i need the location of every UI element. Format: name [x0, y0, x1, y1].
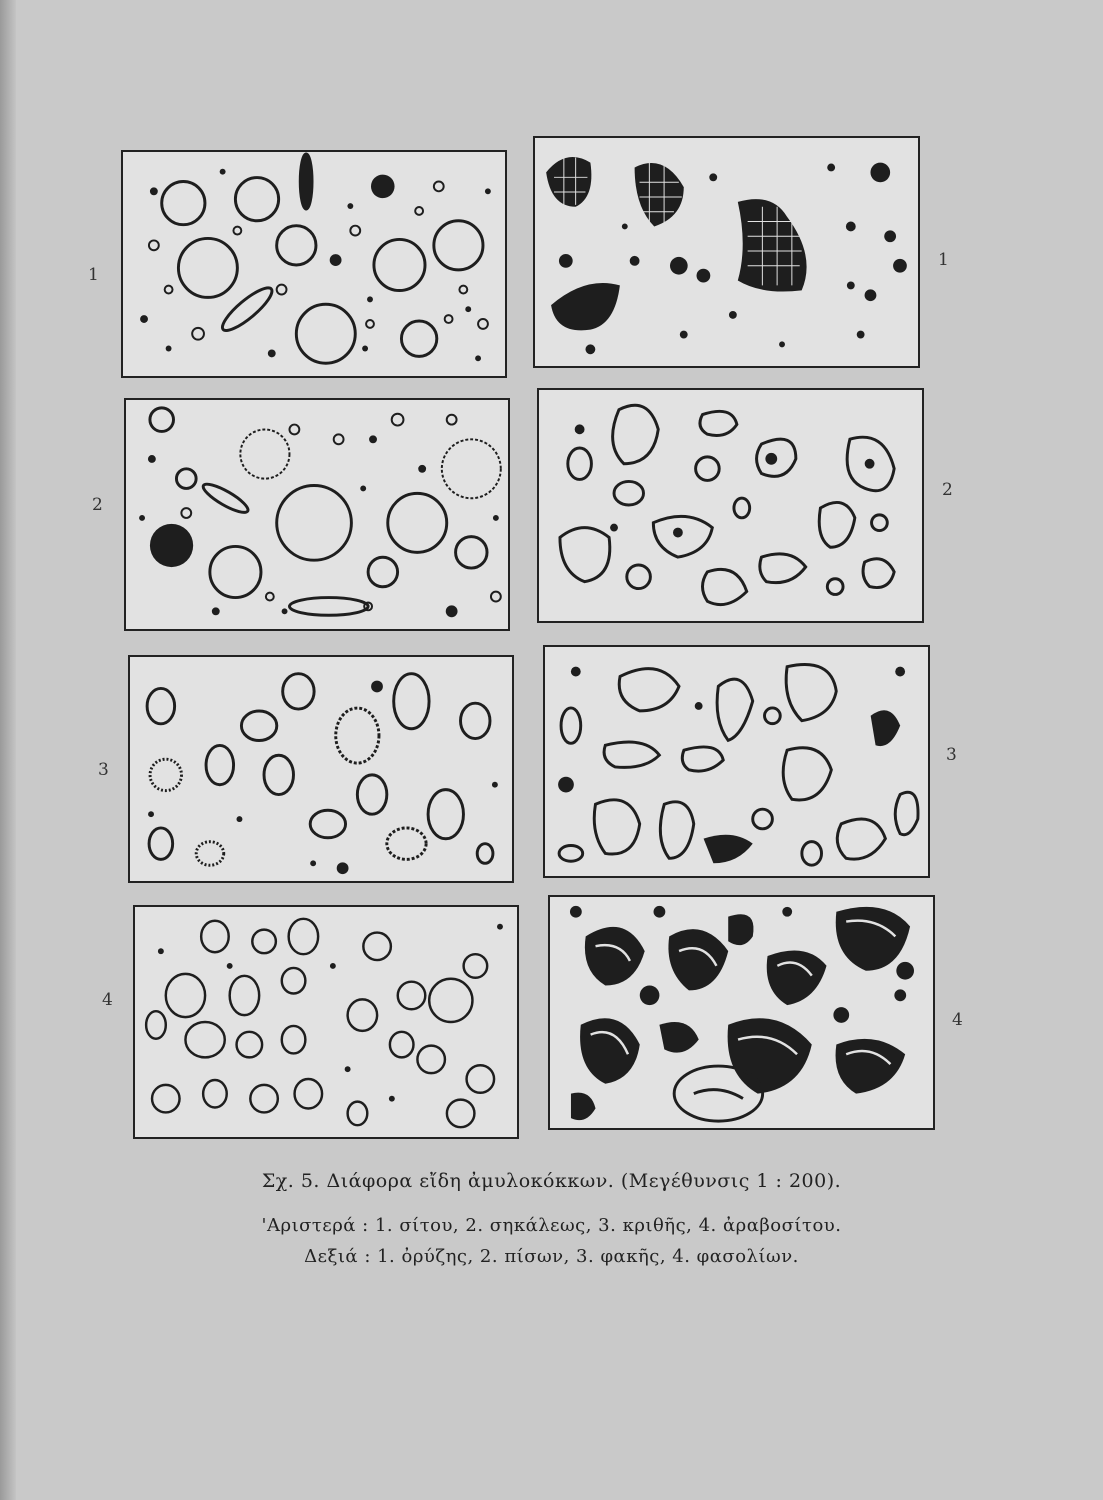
row-label-left-3: 3 — [98, 760, 109, 780]
row-label-right-3: 3 — [946, 745, 957, 765]
starch-panel-barley — [128, 655, 514, 883]
starch-panel-maize — [133, 905, 519, 1139]
starch-panel-pea — [537, 388, 924, 623]
barley-grains-drawing — [130, 657, 512, 881]
starch-panel-lentil — [543, 645, 930, 878]
row-label-right-4: 4 — [952, 1010, 963, 1030]
rye-grains-drawing — [126, 400, 508, 629]
starch-panel-rye — [124, 398, 510, 631]
starch-panel-bean — [548, 895, 935, 1130]
rice-grains-drawing — [535, 138, 918, 366]
row-label-right-1: 1 — [938, 250, 949, 270]
lentil-grains-drawing — [545, 647, 928, 876]
row-label-right-2: 2 — [942, 480, 953, 500]
figure-caption-title: Σχ. 5. Διάφορα εἴδη ἀμυλοκόκκων. (Μεγέθυνσις 1 : 200). — [261, 1170, 842, 1192]
bean-grains-drawing — [550, 897, 933, 1128]
row-label-left-1: 1 — [88, 265, 99, 285]
figure-caption-left: 'Αριστερά : 1. σίτου, 2. σηκάλεως, 3. κριθῆς, 4. ἀραβοσίτου. — [261, 1215, 842, 1236]
starch-panel-rice — [533, 136, 920, 368]
figure-caption-right: Δεξιά : 1. ὀρύζης, 2. πίσων, 3. φακῆς, 4. φασολίων. — [304, 1246, 799, 1267]
starch-panel-wheat — [121, 150, 507, 378]
row-label-left-2: 2 — [92, 495, 103, 515]
maize-grains-drawing — [135, 907, 517, 1137]
row-label-left-4: 4 — [102, 990, 113, 1010]
page-edge — [0, 0, 16, 1500]
pea-grains-drawing — [539, 390, 922, 621]
wheat-grains-drawing — [123, 152, 505, 376]
